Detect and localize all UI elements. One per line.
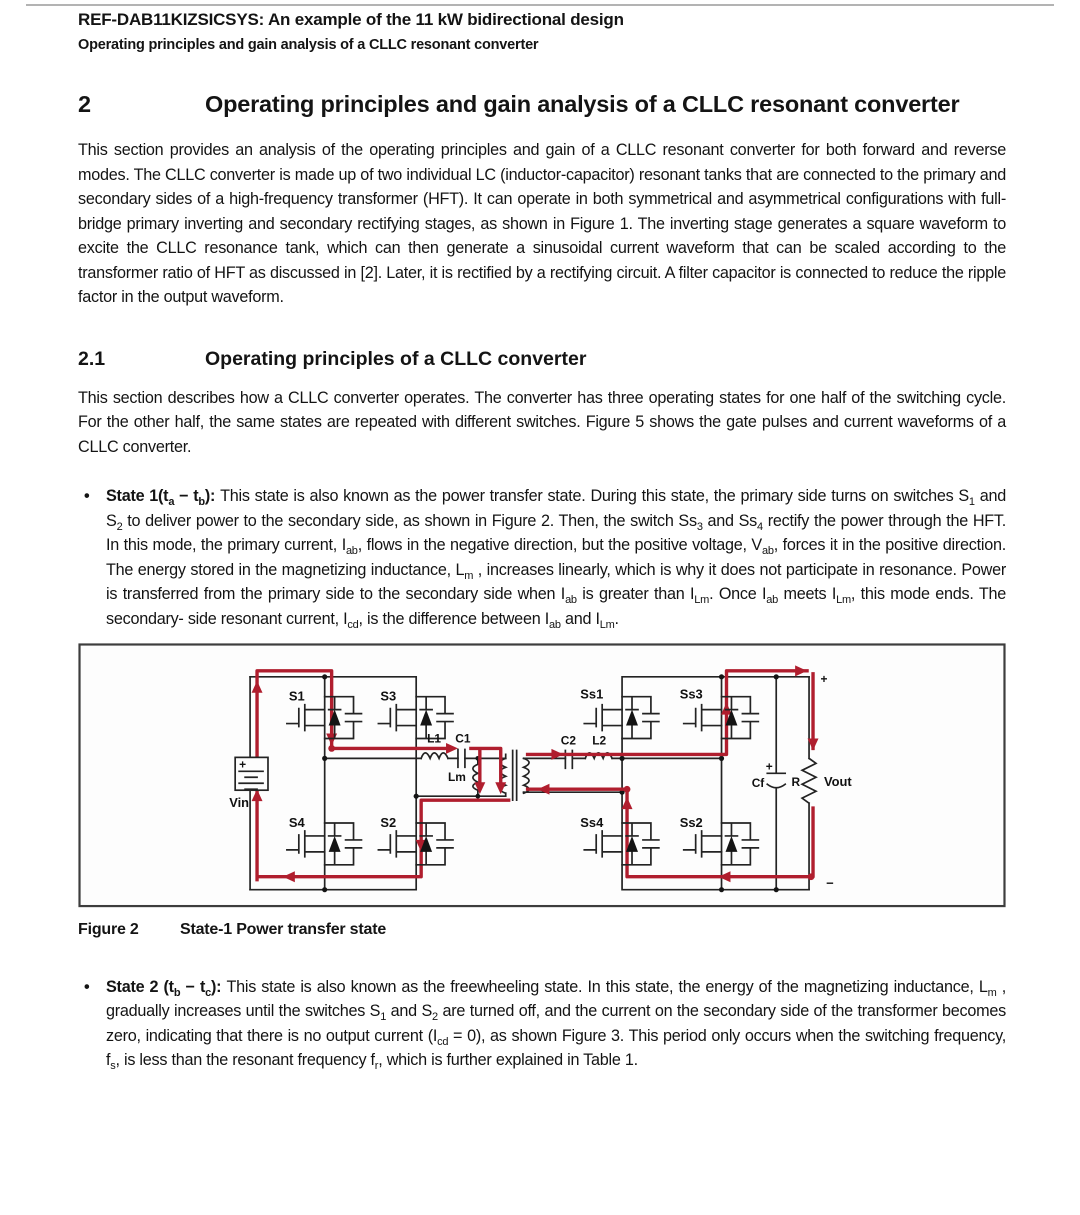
label-ss2: Ss2: [679, 815, 703, 831]
label-s1: S1: [288, 688, 305, 704]
state-1-text: State $1(t_a - t_b)$: This state is also known as the power transfer state. During this state, the primary side turns on switches $S_1$ and $S_2$ to deliver power to the secondary side, as shown in Figure 2. Then, the switch $Ss_3$ and $Ss_4$ rectify the power through the HFT. In this mode, the primary current, $I_{ab}$, flows in the negative direction, but the positive voltage, $V_{ab}$, forces it in the positive direction. The energy stored in the magnetizing inductance, $L_m$ , increases linearly, which is why it does not participate in resonance. Power is transferred from the primary side to the secondary side when $I_{ab}$ is greater than $I_{Lm}$. Once $I_{ab}$ meets $I_{Lm}$, this mode ends. The secondary- side resonant current, $I_{cd}$, is the difference between $I_{ab}$ and $I_{Lm}$.: [106, 487, 1006, 631]
label-vin: Vin: [229, 795, 250, 811]
figure-2-circuit-diagram: [78, 643, 1006, 908]
label-cf-plus: +: [765, 759, 773, 774]
figure-2-caption-label: Figure 2: [78, 920, 139, 938]
label-s4: S4: [288, 815, 305, 831]
document-page: [78, 0, 1006, 1073]
figure-2-caption: [78, 921, 1006, 939]
page-header: [78, 0, 1006, 53]
label-l2: L2: [592, 733, 607, 748]
label-c1: C1: [455, 731, 471, 746]
label-ss3: Ss3: [679, 686, 703, 702]
battery-plus-sign: +: [239, 757, 247, 772]
section-2-1-paragraph: This section describes how a CLLC converter operates. The converter has three operating states for one half of the switching cycle. For the other half, the same states are repeated with different switches. Figure 5 shows the gate pulses and current waveforms of a CLLC converter.: [78, 388, 1006, 456]
section-2-1-title: Operating principles of a CLLC converter: [205, 347, 587, 370]
section-2-paragraph: This section provides an analysis of the operating principles and gain of a CLLC resonant converter for both forward and reverse modes. The CLLC converter is made up of two individual LC (inductor-capacitor) resonant tanks that are connected to the primary and secondary sides of a high-frequency transformer (HFT). It can operate in both symmetrical and asymmetrical configurations with full-bridge primary inverting and secondary rectifying stages, as shown in Figure 1. The inverting stage generates a square waveform to excite the CLLC resonance tank, which can then generate a sinusoidal current waveform that can be scaled according to the transformer ratio of HFT as discussed in [2]. Later, it is rectified by a rectifying circuit. A filter capacitor is connected to reduce the ripple factor in the output waveform.: [78, 141, 1006, 306]
label-s3: S3: [380, 688, 397, 704]
section-2-1-number: 2.1: [78, 347, 106, 370]
label-ss4: Ss4: [580, 815, 604, 831]
cllc-state1-schematic: [78, 643, 1006, 908]
section-2-1-heading: [78, 348, 1006, 371]
bullet-marker: •: [84, 487, 90, 505]
section-2-number: 2: [78, 91, 92, 117]
figure-border: [80, 644, 1005, 906]
label-c2: C2: [560, 733, 576, 748]
label-lm: Lm: [448, 770, 466, 785]
label-r: R: [791, 775, 801, 790]
figure-2-caption-text: State-1 Power transfer state: [180, 920, 387, 938]
label-s2: S2: [380, 815, 397, 831]
bullet-marker: •: [84, 977, 90, 996]
state-1-bullet: [78, 484, 1006, 631]
label-l1: L1: [427, 731, 442, 746]
label-output-plus: +: [820, 671, 828, 686]
document-subtitle: Operating principles and gain analysis of a CLLC resonant converter: [78, 37, 539, 53]
state-2-text: State 2 $(t_b - t_c)$: This state is also known as the freewheeling state. In this state, the energy of the magnetizing inductance, $L_m$ , gradually increases until the switches $S_1$ and $S_2$ are turned off, and the current on the secondary side of the transformer becomes zero, indicating that there is no output current $(I_{cd} = 0)$, as shown Figure 3. This period only occurs when the switching frequency, $f_s$, is less than the resonant frequency $f_r$, which is further explained in Table 1.: [106, 977, 1006, 1073]
label-cf: Cf: [751, 776, 765, 791]
section-2-heading: [78, 87, 1006, 121]
document-title: REF-DAB11KIZSICSYS: An example of the 11 kW bidirectional design: [78, 10, 624, 29]
label-vout: Vout: [823, 774, 852, 790]
vin-source: [235, 757, 268, 790]
label-ss1: Ss1: [580, 686, 604, 702]
section-2-title: Operating principles and gain analysis of a CLLC resonant converter: [205, 91, 960, 117]
state-2-bullet: [78, 975, 1006, 1073]
label-output-minus: −: [826, 875, 834, 891]
